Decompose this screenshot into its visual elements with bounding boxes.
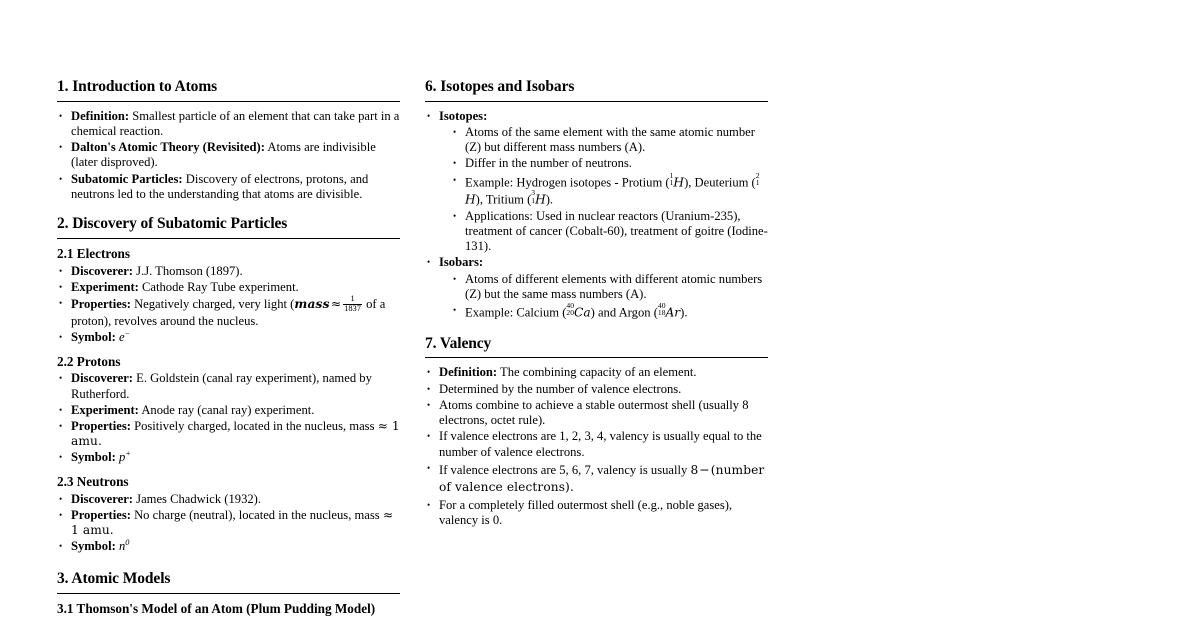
isotope-notation-argon bbox=[658, 302, 666, 317]
symbol-proton bbox=[119, 450, 131, 464]
item-text: Determined by the number of valence electrons. bbox=[439, 381, 682, 396]
heading-rule bbox=[425, 101, 768, 102]
list-electrons bbox=[57, 264, 400, 346]
subsection-heading-protons: 2.2 Protons bbox=[57, 353, 121, 369]
isotope-notation-protium bbox=[670, 172, 674, 187]
bullet-icon: • bbox=[453, 127, 457, 138]
item-label: Symbol: bbox=[71, 539, 116, 554]
bullet-icon: • bbox=[59, 298, 63, 309]
item-text-after: of a proton), revolves around the nucleus. bbox=[71, 297, 386, 329]
heading-rule bbox=[57, 238, 400, 239]
bullet-icon: • bbox=[59, 452, 63, 463]
mass-number: 2 bbox=[755, 170, 760, 180]
list-item bbox=[57, 419, 400, 449]
list-introduction-to-atoms bbox=[57, 109, 400, 202]
list-item bbox=[425, 398, 768, 428]
math-fraction-one-over-1837 bbox=[343, 295, 362, 313]
list-item bbox=[57, 140, 400, 170]
item-text: Positively charged, located in the nucleus, mass bbox=[130, 419, 375, 434]
item-text: For a completely filled outermost shell (e.g., noble gases), valency is 0. bbox=[439, 497, 733, 527]
list-item bbox=[451, 209, 768, 255]
bullet-icon: • bbox=[59, 265, 63, 276]
symbol-electron bbox=[119, 330, 130, 344]
math-minus-operator: − bbox=[699, 461, 710, 477]
item-text: Anode ray (canal ray) experiment. bbox=[138, 402, 315, 417]
bullet-icon: • bbox=[427, 431, 431, 442]
item-text: Atoms of the same element with the same atomic number (Z) but different mass numbers (A). bbox=[465, 125, 755, 155]
item-label: Definition: bbox=[71, 108, 130, 123]
bullet-icon: • bbox=[59, 493, 63, 504]
item-label: Discoverer: bbox=[71, 491, 134, 506]
symbol-base: e bbox=[118, 330, 125, 345]
fraction-denominator: 1837 bbox=[344, 303, 361, 313]
left-column bbox=[57, 78, 400, 619]
list-item bbox=[57, 492, 400, 507]
element-symbol: H bbox=[673, 175, 685, 190]
list-item bbox=[57, 403, 400, 418]
item-text: Atoms are indivisible (later disproved). bbox=[71, 140, 376, 170]
element-symbol: Ar bbox=[665, 305, 681, 320]
list-item bbox=[57, 508, 400, 538]
list-item bbox=[57, 539, 400, 554]
isotope-notation-deuterium bbox=[756, 172, 760, 187]
bullet-icon: • bbox=[453, 305, 457, 316]
mass-number: 3 bbox=[531, 188, 536, 198]
subsection-heading-thomsons-model: 3.1 Thomson's Model of an Atom (Plum Pudding Model) bbox=[57, 601, 376, 617]
subsection-heading-electrons: 2.1 Electrons bbox=[57, 245, 131, 261]
item-label: Dalton's Atomic Theory (Revisited): bbox=[71, 140, 265, 155]
item-text: E. Goldstein (canal ray experiment), named by Rutherford. bbox=[71, 371, 372, 401]
list-item-hydrogen-isotopes: • Example: Hydrogen isotopes - Protium ( 1 1 H), Deuterium ( 2 1 H), Tritium ( 3 1 H). bbox=[453, 170, 760, 207]
atomic-number: 20 bbox=[566, 308, 575, 318]
list-item bbox=[451, 125, 768, 155]
bullet-icon: • bbox=[427, 257, 431, 268]
item-label: Properties: bbox=[71, 297, 131, 312]
item-text: Smallest particle of an element that can take part in a chemical reaction. bbox=[71, 108, 400, 139]
section-heading-atomic-models: 3. Atomic Models bbox=[57, 570, 171, 588]
isotope-notation-tritium bbox=[531, 189, 535, 204]
list-valency bbox=[425, 365, 768, 528]
bullet-icon: • bbox=[59, 421, 63, 432]
symbol-charge: + bbox=[125, 449, 131, 459]
list-neutrons bbox=[57, 492, 400, 555]
list-protons bbox=[57, 371, 400, 465]
list-item bbox=[57, 450, 400, 465]
item-text: Atoms of different elements with different atomic numbers (Z) but the same mass numbers (A). bbox=[465, 271, 763, 301]
math-approx-one-amu: ≈ 1 amu. bbox=[71, 507, 394, 537]
symbol-neutron bbox=[119, 539, 129, 553]
bullet-icon: • bbox=[453, 273, 457, 284]
group-label: Isobars: bbox=[439, 255, 484, 270]
item-text: Cathode Ray Tube experiment. bbox=[138, 279, 299, 294]
item-text: The combining capacity of an element. bbox=[497, 365, 697, 380]
math-approx-one-amu: ≈ 1 amu. bbox=[71, 419, 400, 449]
item-text: If valence electrons are 5, 6, 7, valency is usually bbox=[439, 462, 691, 477]
bullet-icon: • bbox=[453, 210, 457, 221]
list-item bbox=[425, 498, 768, 528]
element-symbol: H bbox=[465, 192, 476, 207]
item-text: Negatively charged, very light ( bbox=[130, 297, 295, 312]
bullet-icon: • bbox=[453, 174, 457, 185]
bullet-icon: • bbox=[59, 332, 63, 343]
mass-number: 1 bbox=[669, 170, 674, 180]
list-item-valency-rule bbox=[425, 461, 768, 497]
item-label: Definition: bbox=[439, 365, 498, 380]
bullet-icon: • bbox=[427, 383, 431, 394]
section-heading-introduction-to-atoms: 1. Introduction to Atoms bbox=[57, 78, 218, 95]
bullet-icon: • bbox=[427, 110, 431, 121]
math-mass-variable: mass bbox=[294, 297, 330, 312]
item-text: Discovery of electrons, protons, and neutrons led to the understanding that atoms are divisible. bbox=[71, 171, 369, 201]
mass-number: 40 bbox=[657, 301, 666, 311]
item-label: Symbol: bbox=[71, 450, 116, 465]
list-item bbox=[425, 429, 768, 459]
bullet-icon: • bbox=[427, 499, 431, 510]
list-item bbox=[57, 172, 400, 202]
nested-list-isotopes bbox=[439, 125, 768, 254]
item-text: James Chadwick (1932). bbox=[133, 491, 262, 506]
list-isotopes-isobars bbox=[425, 109, 768, 321]
section-heading-discovery-of-subatomic-particles: 2. Discovery of Subatomic Particles bbox=[57, 215, 288, 233]
list-item bbox=[451, 156, 768, 171]
heading-rule bbox=[57, 101, 400, 102]
subsection-heading-neutrons: 2.3 Neutrons bbox=[57, 473, 129, 489]
element-symbol: H bbox=[535, 192, 546, 207]
item-label: Discoverer: bbox=[71, 263, 134, 278]
item-text: If valence electrons are 1, 2, 3, 4, valency is usually equal to the number of valence electrons. bbox=[439, 429, 762, 459]
item-text: Atoms combine to achieve a stable outermost shell (usually 8 electrons, octet rule). bbox=[439, 397, 749, 428]
item-label: Properties: bbox=[71, 507, 131, 522]
symbol-charge: − bbox=[124, 329, 131, 339]
isotope-notation-calcium bbox=[566, 302, 574, 317]
atomic-number: 18 bbox=[657, 308, 666, 318]
symbol-charge: 0 bbox=[125, 537, 130, 547]
list-item bbox=[57, 109, 400, 139]
math-valence-expression: (number of valence electrons). bbox=[439, 462, 765, 495]
atomic-number: 1 bbox=[531, 195, 536, 205]
symbol-base: p bbox=[118, 450, 126, 465]
item-label: Subatomic Particles: bbox=[71, 171, 183, 186]
right-column bbox=[425, 78, 768, 529]
list-item bbox=[57, 280, 400, 295]
list-item-isobar-example: • Example: Calcium ( 40 20 Ca) and Argon ( 40 18 Ar). bbox=[453, 301, 688, 320]
section-heading-valency: 7. Valency bbox=[425, 334, 492, 352]
fraction-numerator: 1 bbox=[350, 294, 355, 304]
item-label: Discoverer: bbox=[71, 371, 134, 386]
bullet-icon: • bbox=[59, 142, 63, 153]
nested-list-isobars bbox=[439, 272, 768, 321]
atomic-number: 1 bbox=[755, 178, 760, 188]
bullet-icon: • bbox=[59, 110, 63, 121]
list-item-group-isobars bbox=[425, 255, 768, 320]
heading-rule bbox=[57, 593, 400, 594]
list-item bbox=[57, 330, 400, 345]
mass-number: 40 bbox=[566, 301, 575, 311]
bullet-icon: • bbox=[59, 173, 63, 184]
item-label: Experiment: bbox=[71, 402, 139, 417]
item-text: No charge (neutral), located in the nucleus, mass bbox=[130, 507, 380, 522]
item-label: Properties: bbox=[71, 419, 131, 434]
math-approx-operator: ≈ bbox=[330, 296, 342, 312]
group-label: Isotopes: bbox=[439, 108, 488, 123]
item-text: Applications: Used in nuclear reactors (Uranium-235), treatment of cancer (Cobalt-60), treatment of goitre (Iodine-131). bbox=[465, 208, 768, 254]
list-item bbox=[425, 365, 768, 380]
bullet-icon: • bbox=[427, 367, 431, 378]
list-item bbox=[57, 371, 400, 401]
bullet-icon: • bbox=[59, 509, 63, 520]
list-item bbox=[425, 382, 768, 397]
bullet-icon: • bbox=[59, 541, 63, 552]
element-symbol: Ca bbox=[574, 305, 591, 320]
bullet-icon: • bbox=[427, 462, 431, 473]
bullet-icon: • bbox=[453, 158, 457, 169]
item-label: Symbol: bbox=[71, 330, 116, 345]
atomic-number: 1 bbox=[669, 178, 674, 188]
item-text: J.J. Thomson (1897). bbox=[133, 263, 243, 278]
math-eight: 8 bbox=[690, 462, 699, 477]
bullet-icon: • bbox=[59, 281, 63, 292]
item-label: Experiment: bbox=[71, 279, 139, 294]
item-text: Differ in the number of neutrons. bbox=[465, 156, 632, 171]
bullet-icon: • bbox=[427, 399, 431, 410]
list-item bbox=[451, 272, 768, 302]
heading-rule bbox=[425, 357, 768, 358]
list-item bbox=[57, 264, 400, 279]
bullet-icon: • bbox=[59, 373, 63, 384]
bullet-icon: • bbox=[59, 404, 63, 415]
symbol-base: n bbox=[118, 539, 126, 554]
list-item bbox=[57, 296, 400, 329]
list-item-group-isotopes bbox=[425, 109, 768, 255]
section-heading-isotopes-and-isobars: 6. Isotopes and Isobars bbox=[425, 78, 575, 95]
